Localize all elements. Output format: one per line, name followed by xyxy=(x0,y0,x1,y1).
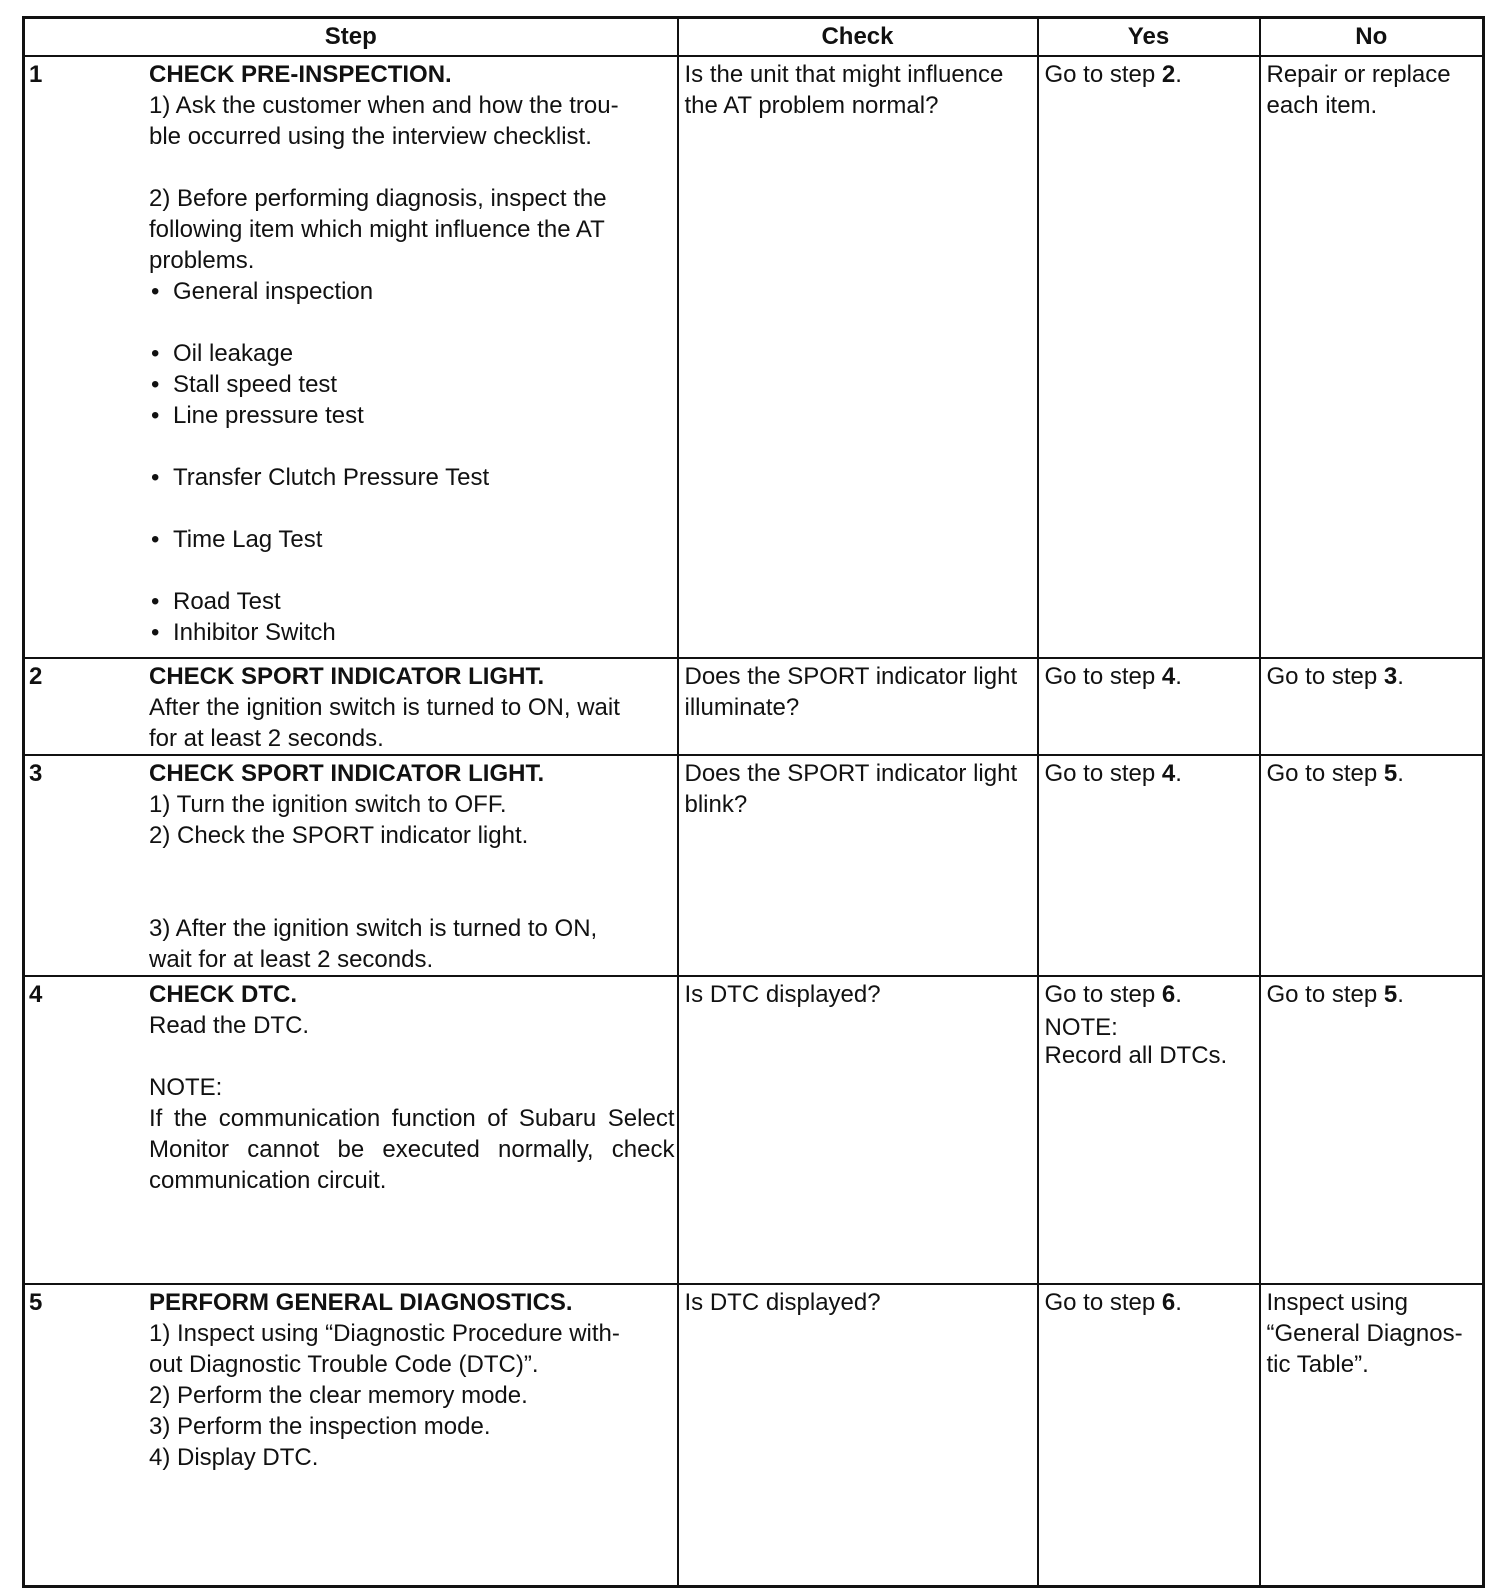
check-cell xyxy=(678,976,1038,1284)
no-step-number: 3 xyxy=(1383,663,1398,690)
step-line: 3) After the ignition switch is turned to ON, xyxy=(149,915,598,942)
no-text: Repair or replace each item. xyxy=(1266,61,1451,119)
header-row xyxy=(24,18,1484,57)
bullet-item: • Road Test xyxy=(149,586,675,617)
no-step-number: 5 xyxy=(1383,760,1398,787)
yes-cell xyxy=(1038,658,1260,755)
step-number: 5 xyxy=(29,1289,43,1316)
step-cell xyxy=(24,56,678,658)
yes-step-number: 4 xyxy=(1161,760,1176,787)
yes-step-number: 6 xyxy=(1161,1289,1176,1316)
diagnostic-procedure-table xyxy=(22,16,1485,1588)
no-prefix: Go to step xyxy=(1266,981,1384,1008)
table-row xyxy=(24,1284,1484,1587)
step-line: 1) Ask the customer when and how the trou- xyxy=(149,92,619,119)
no-text: Go to step 5. xyxy=(1266,981,1404,1008)
yes-step-number: 6 xyxy=(1161,981,1176,1008)
bullet-item: • Transfer Clutch Pressure Test xyxy=(149,462,675,493)
step-line: 2) Check the SPORT indicator light. xyxy=(149,822,529,849)
bullet-item: • Oil leakage xyxy=(149,338,675,369)
yes-prefix: Go to step xyxy=(1044,981,1162,1008)
check-text: Does the SPORT indicator light blink? xyxy=(684,760,1018,818)
no-cell xyxy=(1260,56,1484,658)
step-cell xyxy=(24,1284,678,1587)
step-number: 4 xyxy=(29,981,43,1008)
step-title: PERFORM GENERAL DIAGNOSTICS. xyxy=(149,1289,573,1316)
no-cell xyxy=(1260,1284,1484,1587)
yes-step-number: 4 xyxy=(1161,663,1176,690)
table-row xyxy=(24,976,1484,1284)
yes-text: Go to step 6. xyxy=(1044,1289,1182,1316)
step-line: for at least 2 seconds. xyxy=(149,725,384,752)
step-line: 1) Inspect using “Diagnostic Procedure with- xyxy=(149,1320,620,1347)
bullet-item: • Inhibitor Switch xyxy=(149,617,675,648)
yes-prefix: Go to step xyxy=(1044,61,1162,88)
check-cell xyxy=(678,1284,1038,1587)
yes-prefix: Go to step xyxy=(1044,1289,1162,1316)
step-line: 1) Turn the ignition switch to OFF. xyxy=(149,791,507,818)
step-title: CHECK SPORT INDICATOR LIGHT. xyxy=(149,663,545,690)
header-check: Check xyxy=(678,18,1038,57)
yes-prefix: Go to step xyxy=(1044,663,1162,690)
step-line: 4) Display DTC. xyxy=(149,1444,319,1471)
yes-note-text: Record all DTCs. xyxy=(1044,1042,1228,1069)
note-text: If the communication function of Subaru Select Monitor cannot be executed normally, check communication circuit. xyxy=(149,1105,675,1194)
step-line: out Diagnostic Trouble Code (DTC)”. xyxy=(149,1351,539,1378)
yes-text: Go to step 4. xyxy=(1044,760,1182,787)
header-step: Step xyxy=(24,18,678,57)
step-line: following item which might influence the AT xyxy=(149,216,605,243)
bullet-item: • Line pressure test xyxy=(149,400,675,431)
no-prefix: Go to step xyxy=(1266,663,1384,690)
header-no: No xyxy=(1260,18,1484,57)
header-yes: Yes xyxy=(1038,18,1260,57)
step-cell xyxy=(24,755,678,976)
yes-cell xyxy=(1038,976,1260,1284)
yes-text: Go to step 2. xyxy=(1044,61,1182,88)
step-number: 2 xyxy=(29,663,43,690)
step-line: 3) Perform the inspection mode. xyxy=(149,1413,491,1440)
no-step-number: 5 xyxy=(1383,981,1398,1008)
step-line: 2) Perform the clear memory mode. xyxy=(149,1382,528,1409)
step-line: ble occurred using the interview checklist. xyxy=(149,123,592,150)
check-text: Is DTC displayed? xyxy=(684,981,881,1008)
check-text: Does the SPORT indicator light illuminate? xyxy=(684,663,1018,721)
yes-note xyxy=(1045,1014,1255,1070)
step-title: CHECK PRE-INSPECTION. xyxy=(149,61,452,88)
table-row xyxy=(24,56,1484,658)
yes-prefix: Go to step xyxy=(1044,760,1162,787)
step-line: problems. xyxy=(149,247,255,274)
table-row xyxy=(24,755,1484,976)
table-row xyxy=(24,658,1484,755)
yes-text: Go to step 6. NOTE: Record all DTCs. xyxy=(1039,977,1259,1070)
yes-cell xyxy=(1038,755,1260,976)
check-cell xyxy=(678,755,1038,976)
step-title: CHECK SPORT INDICATOR LIGHT. xyxy=(149,760,545,787)
note-label: NOTE: xyxy=(149,1074,223,1101)
step-line: Read the DTC. xyxy=(149,1012,310,1039)
check-cell xyxy=(678,658,1038,755)
check-text: Is the unit that might influence the AT problem normal? xyxy=(684,61,1004,119)
yes-cell xyxy=(1038,56,1260,658)
step-line: 2) Before performing diagnosis, inspect the xyxy=(149,185,607,212)
check-text: Is DTC displayed? xyxy=(684,1289,881,1316)
bullet-item: • Stall speed test xyxy=(149,369,675,400)
step-number: 1 xyxy=(29,61,43,88)
no-text: Inspect using “General Diagnos-tic Table”. xyxy=(1266,1289,1463,1378)
check-cell xyxy=(678,56,1038,658)
no-cell xyxy=(1260,976,1484,1284)
no-text: Go to step 3. xyxy=(1266,663,1404,690)
step-line: wait for at least 2 seconds. xyxy=(149,946,434,973)
step-cell xyxy=(24,976,678,1284)
step-line: After the ignition switch is turned to ON, wait xyxy=(149,694,620,721)
no-prefix: Go to step xyxy=(1266,760,1384,787)
yes-text: Go to step 4. xyxy=(1044,663,1182,690)
step-number: 3 xyxy=(29,760,43,787)
no-cell xyxy=(1260,755,1484,976)
step-cell xyxy=(24,658,678,755)
no-cell xyxy=(1260,658,1484,755)
yes-step-number: 2 xyxy=(1161,61,1176,88)
bullet-item: • General inspection xyxy=(149,276,675,307)
bullet-item: • Time Lag Test xyxy=(149,524,675,555)
step-title: CHECK DTC. xyxy=(149,981,297,1008)
yes-note-label: NOTE: xyxy=(1044,1014,1118,1041)
yes-cell xyxy=(1038,1284,1260,1587)
no-text: Go to step 5. xyxy=(1266,760,1404,787)
